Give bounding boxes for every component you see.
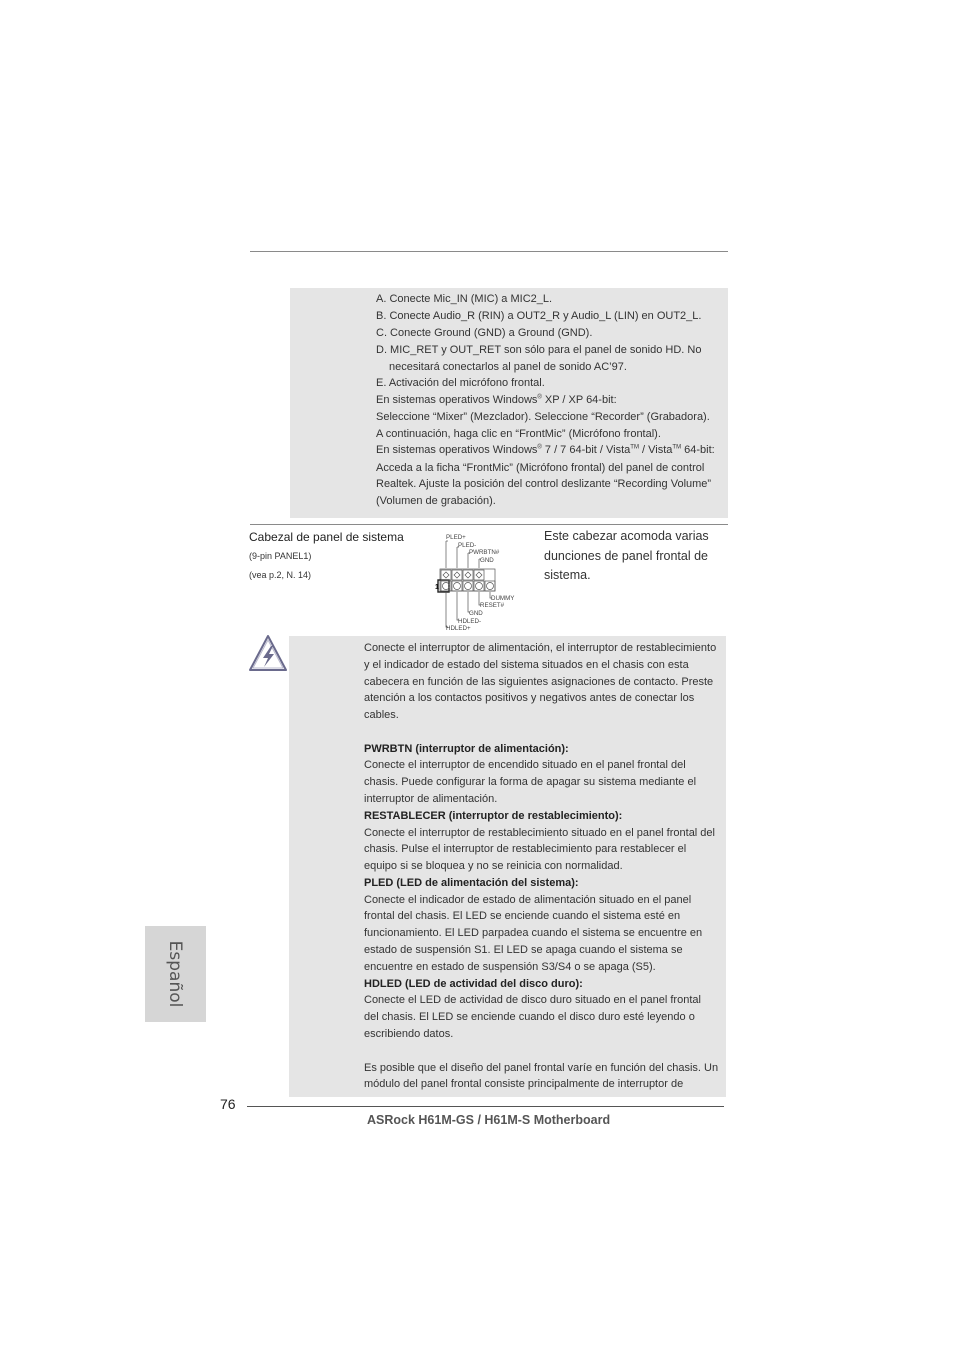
info-line: Conecte el interruptor de restablecimiento situado en el panel frontal del (364, 826, 715, 839)
info-line: Conecte el interruptor de alimentación, el interruptor de restablecimiento (364, 642, 717, 654)
info-section-heading: RESTABLECER (interruptor de restablecimiento): (364, 809, 623, 822)
audio-line-text: / Vista (642, 444, 673, 456)
trademark-mark: TM (672, 444, 682, 451)
page-number: 76 (220, 1096, 236, 1112)
info-section-heading: HDLED (LED de actividad del disco duro): (364, 977, 583, 990)
info-section-heading: PLED (LED de alimentación del sistema): (364, 876, 579, 889)
panel-pin-diagram (432, 530, 522, 634)
audio-line-text: En sistemas operativos Windows (376, 394, 538, 406)
audio-line: D. MIC_RET y OUT_RET son sólo para el panel de sonido HD. No (376, 344, 702, 356)
pin-label-hdled-minus: HDLED- (458, 618, 482, 625)
info-line: del chasis. El LED se enciende cuando el disco duro esté leyendo o (364, 1011, 695, 1024)
info-line: chasis. Puede configurar la forma de apagar su sistema mediante el (364, 776, 697, 789)
info-section-heading: PWRBTN (interruptor de alimentación): (364, 742, 569, 755)
audio-line: E. Activación del micrófono frontal. (376, 377, 545, 389)
audio-line-text: 64-bit: (684, 444, 715, 456)
info-line: módulo del panel frontal consiste principalmente de interruptor de (364, 1078, 684, 1091)
language-side-tab (145, 926, 206, 1022)
audio-line: (Volumen de grabación). (376, 495, 496, 507)
registered-mark: ® (537, 394, 542, 401)
panel-header-pins: (9-pin PANEL1) (249, 551, 312, 561)
pin-label-dummy: DUMMY (491, 595, 515, 602)
pin-label-pwrbtn: PWRBTN# (469, 549, 500, 556)
pin-label-pled-plus: PLED+ (446, 534, 466, 541)
info-line: equipo si se bloquea y no se reinicia con normalidad. (364, 860, 623, 873)
audio-line: C. Conecte Ground (GND) a Ground (GND). (376, 327, 593, 339)
audio-line: A continuación, haga clic en “FrontMic” (Micrófono frontal). (376, 428, 661, 440)
info-line: y el indicador de estado del sistema situados en el chasis con esta (364, 658, 689, 671)
audio-line: B. Conecte Audio_R (RIN) a OUT2_R y Audio_L (LIN) en OUT2_L. (376, 310, 702, 322)
info-line: interruptor de alimentación. (364, 793, 498, 806)
info-line: Conecte el interruptor de encendido situado en el panel frontal del (364, 759, 686, 772)
audio-line: Realtek. Ajuste la posición del control deslizante “Recording Volume” (376, 478, 712, 490)
section-rule (250, 524, 728, 525)
pin-label-hdled-plus: HDLED+ (446, 625, 471, 632)
audio-line-text: En sistemas operativos Windows (376, 444, 538, 456)
pin-label-gnd-top: GND (480, 557, 494, 564)
info-line: frontal del chasis. El LED se enciende cuando el sistema esté en (364, 910, 681, 923)
info-line: atención a los contactos positivos y negativos antes de conectar los (364, 692, 695, 705)
audio-line-windows-7 (376, 442, 715, 458)
info-line: funcionamiento. El LED parpadea cuando el sistema se encuentre en (364, 927, 703, 940)
pin-label-gnd-bottom: GND (469, 610, 483, 617)
pin-label-pled-minus: PLED- (458, 542, 477, 549)
info-line: Es posible que el diseño del panel frontal varíe en función del chasis. Un (364, 1061, 719, 1074)
footer-title: ASRock H61M-GS / H61M-S Motherboard (367, 1113, 611, 1127)
info-line: encuentre en estado de suspensión S3/S4 o se apaga (S5). (364, 960, 656, 973)
audio-line-text: 7 / 7 64-bit / Vista (544, 444, 631, 456)
panel-info-box (289, 636, 726, 1097)
language-label: Español (165, 940, 186, 1008)
info-line: escribiendo datos. (364, 1027, 454, 1040)
top-rule (250, 251, 728, 252)
audio-line: necesitará conectarlos al panel de sonido AC’97. (389, 361, 627, 373)
description-line: dunciones de panel frontal de (544, 548, 709, 563)
trademark-mark: TM (630, 444, 639, 451)
info-line: chasis. Pulse el interruptor de restablecimiento para restablecer el (364, 843, 687, 856)
description-line: sistema. (544, 568, 591, 582)
audio-line: A. Conecte Mic_IN (MIC) a MIC2_L. (376, 293, 553, 305)
info-line: Conecte el LED de actividad de disco duro situado en el panel frontal (364, 994, 701, 1007)
info-line: cables. (364, 709, 399, 722)
info-line: cabecera en función de las siguientes asignaciones de contacto. Preste (364, 675, 714, 688)
info-line: Conecte el indicador de estado de alimentación situado en el panel (364, 893, 692, 906)
pin-one-label: 1 (435, 584, 439, 591)
panel-header-ref: (vea p.2, N. 14) (249, 570, 312, 580)
registered-mark: ® (537, 444, 542, 451)
panel-header-title: Cabezal de panel de sistema (249, 530, 404, 544)
audio-line: Seleccione “Mixer” (Mezclador). Seleccione “Recorder” (Grabadora). (376, 411, 710, 423)
info-line: estado de suspensión S1. El LED se apaga cuando el sistema se (364, 944, 683, 957)
audio-instructions-box (290, 288, 728, 518)
audio-line-text: XP / XP 64-bit: (544, 394, 617, 406)
audio-line-windows-xp (376, 392, 617, 408)
audio-line: Acceda a la ficha “FrontMic” (Micrófono frontal) del panel de control (376, 462, 705, 474)
warning-lightning-icon (248, 633, 288, 673)
footer-rule (247, 1106, 724, 1107)
pin-label-reset: RESET# (480, 602, 505, 609)
panel-header-description (544, 527, 709, 586)
description-line: Este cabezar acomoda varias (544, 529, 709, 543)
